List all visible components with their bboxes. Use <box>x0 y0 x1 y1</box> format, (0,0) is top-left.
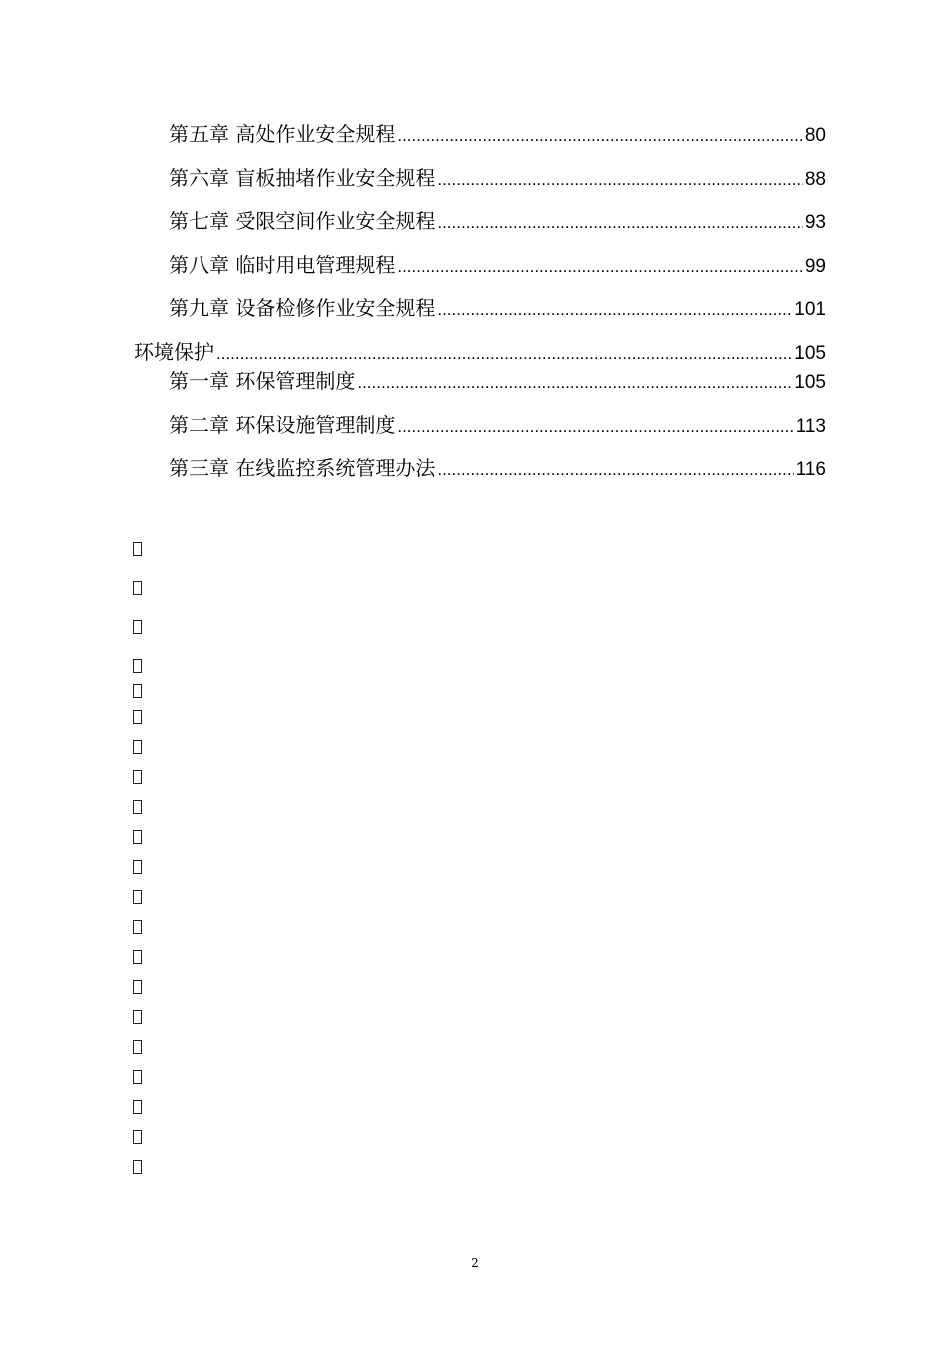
toc-entry[interactable] <box>134 295 826 323</box>
toc-entry-title: 第六章 盲板抽堵作业安全规程 <box>169 166 436 190</box>
toc-entry-page: 99 <box>804 256 826 277</box>
missing-glyph-icon <box>133 890 142 904</box>
missing-glyph-icon <box>133 1160 142 1174</box>
page-number: 2 <box>471 1256 479 1270</box>
missing-glyph-icon <box>133 1070 142 1084</box>
missing-glyph-icon <box>133 620 142 634</box>
missing-glyph-icon <box>133 684 142 698</box>
toc-entry-title: 第九章 设备检修作业安全规程 <box>169 296 436 320</box>
toc-entry-title: 第二章 环保设施管理制度 <box>169 413 396 437</box>
missing-glyph-icon <box>133 770 142 784</box>
missing-glyph-icon <box>133 659 142 673</box>
toc-dot-leader <box>437 210 803 236</box>
toc-entry-title: 第一章 环保管理制度 <box>169 369 356 393</box>
toc-entry-page: 93 <box>804 212 826 233</box>
toc-dot-leader <box>437 297 792 323</box>
missing-glyph-icon <box>133 542 142 556</box>
toc-entry-page: 113 <box>795 416 826 437</box>
missing-glyph-icon <box>133 581 142 595</box>
toc-section-entry[interactable] <box>134 339 826 367</box>
toc-entry-title: 第三章 在线监控系统管理办法 <box>169 456 436 480</box>
missing-glyph-icon <box>133 920 142 934</box>
missing-glyph-icon <box>133 1010 142 1024</box>
toc-entry[interactable] <box>134 165 826 193</box>
toc-entry-title: 第五章 高处作业安全规程 <box>169 122 396 146</box>
toc-entry-page: 88 <box>804 169 826 190</box>
missing-glyph-icon <box>133 1100 142 1114</box>
missing-glyph-icon <box>133 710 142 724</box>
missing-glyph-icon <box>133 740 142 754</box>
toc-dot-leader <box>397 414 793 440</box>
toc-entry[interactable] <box>134 252 826 280</box>
missing-glyph-icon <box>133 950 142 964</box>
missing-glyph-icon <box>133 860 142 874</box>
toc-entry-page: 116 <box>795 459 826 480</box>
toc-dot-leader <box>437 457 793 483</box>
missing-glyph-icon <box>133 830 142 844</box>
toc-entry[interactable] <box>134 208 826 236</box>
toc-entry-page: 105 <box>794 343 826 364</box>
missing-glyph-icon <box>133 980 142 994</box>
toc-entry[interactable] <box>134 412 826 440</box>
toc-entry-page: 80 <box>804 125 826 146</box>
toc-dot-leader <box>397 123 803 149</box>
toc-dot-leader <box>357 370 792 396</box>
missing-glyph-icon <box>133 1130 142 1144</box>
toc-entry-title: 第八章 临时用电管理规程 <box>169 253 396 277</box>
toc-entry-page: 105 <box>794 372 826 393</box>
toc-entry[interactable] <box>134 455 826 483</box>
toc-entry-title: 第七章 受限空间作业安全规程 <box>169 209 436 233</box>
toc-dot-leader <box>216 341 792 367</box>
toc-entry[interactable] <box>134 368 826 396</box>
toc-entry[interactable] <box>134 121 826 149</box>
toc-dot-leader <box>437 167 803 193</box>
missing-glyph-icon <box>133 800 142 814</box>
toc-dot-leader <box>397 254 803 280</box>
missing-glyph-icon <box>133 1040 142 1054</box>
toc-entry-title: 环境保护 <box>134 340 214 364</box>
toc-entry-page: 101 <box>794 299 826 320</box>
